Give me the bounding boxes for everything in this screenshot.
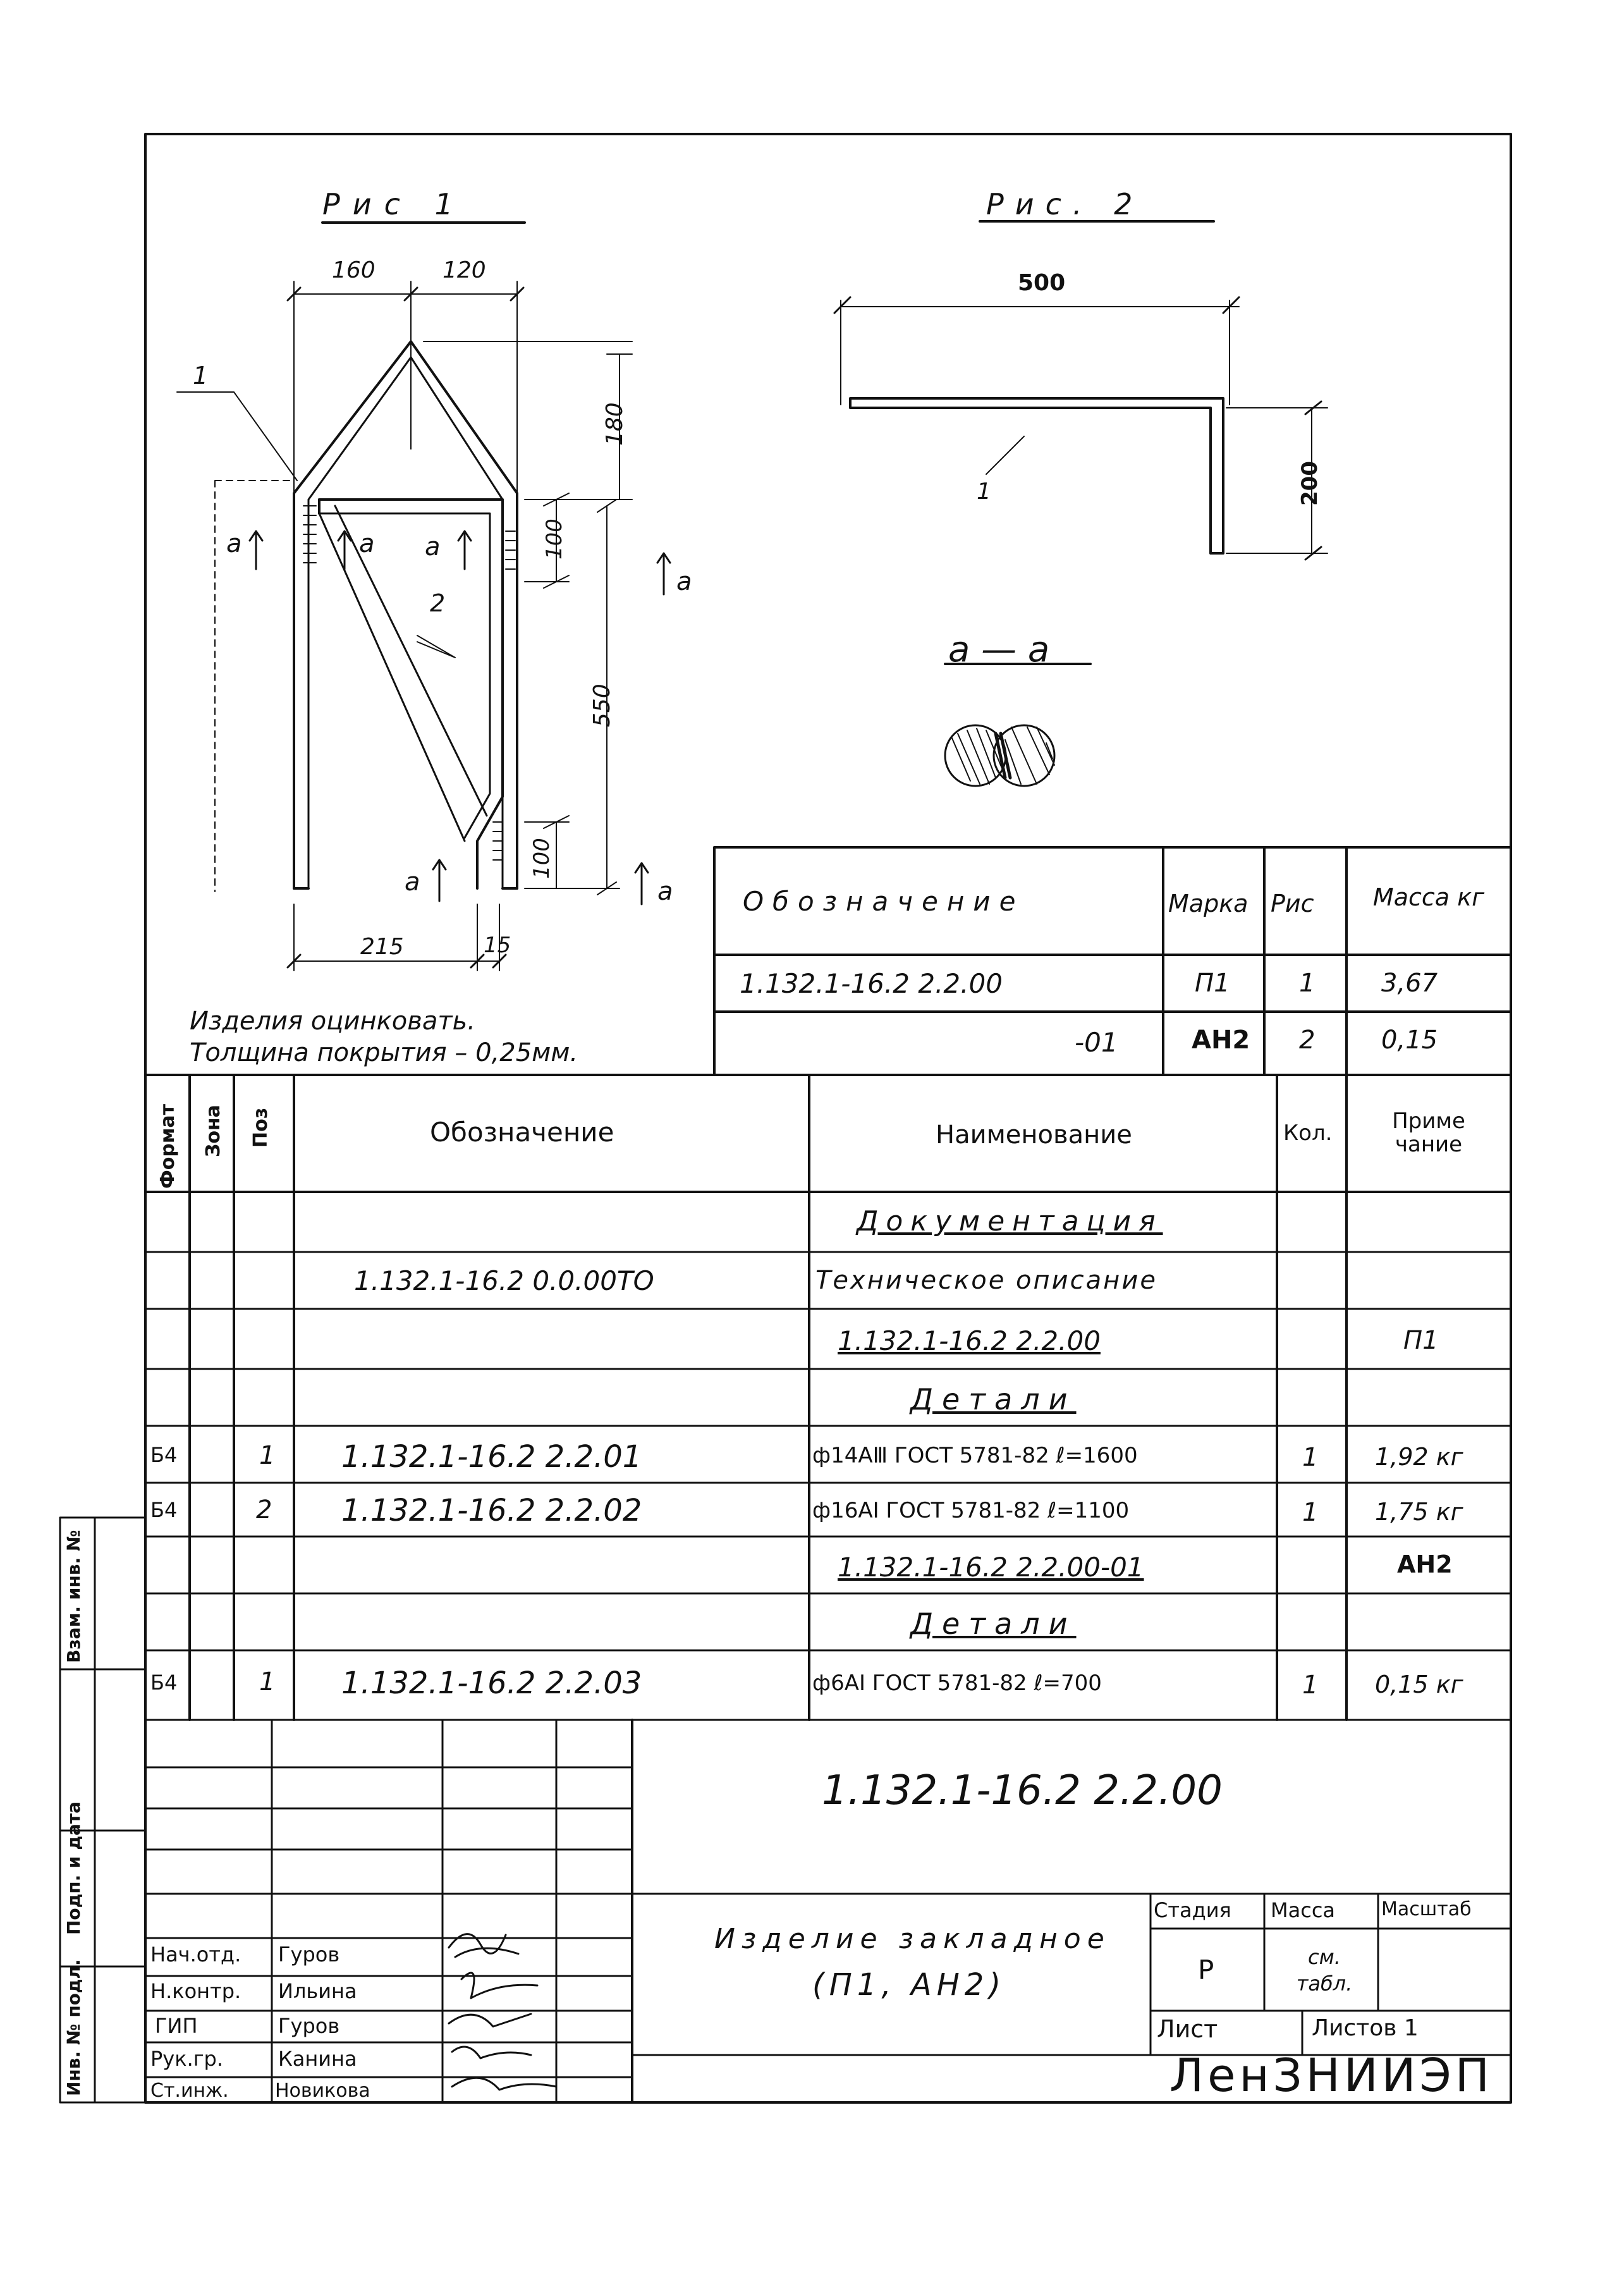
spec-header-zone: Зона [202, 1105, 224, 1157]
marks-row1-mark: П1 [1195, 969, 1230, 998]
signature-4 [452, 2047, 531, 2058]
mass-value: см. табл. [1296, 1945, 1353, 1996]
fig1-pos2-label: 2 [430, 589, 446, 617]
fig1-section-a-3: a [425, 532, 441, 561]
signer-4-name: Канина [278, 2047, 357, 2071]
marks-header-fig: Рис [1271, 890, 1314, 917]
note-line-2: Толщина покрытия – 0,25мм. [190, 1038, 578, 1067]
spec-row-4-name: Детали [910, 1382, 1077, 1416]
spec-row-9-pos: 1 [259, 1667, 276, 1696]
spec-row-9-note: 0,15 кг [1375, 1671, 1463, 1698]
marks-row2-fig: 2 [1299, 1026, 1316, 1055]
side-stamp-sign: Подп. и дата [63, 1801, 84, 1935]
fig1-section-a-2: a [359, 529, 375, 558]
side-stamp-inv: Инв. № подл. [63, 1959, 84, 2096]
doc-code: 1.132.1-16.2 2.2.00 [822, 1767, 1223, 1814]
fig2-dim-length: 500 [1018, 270, 1066, 296]
item-name: Изделие закладное [714, 1923, 1111, 1955]
signer-1-role: Нач.отд. [150, 1942, 241, 1966]
spec-row-6-pos: 2 [256, 1495, 272, 1525]
spec-row-6-designation: 1.132.1-16.2 2.2.02 [341, 1493, 642, 1528]
fig2-drawing [322, 221, 1328, 664]
marks-row2-mark: АН2 [1192, 1026, 1250, 1055]
sheets-label: Листов 1 [1312, 2015, 1419, 2041]
spec-row-6-format: Б4 [150, 1498, 178, 1522]
fig2-dim-height: 200 [1297, 461, 1322, 506]
spec-header-pos: Поз [250, 1107, 272, 1148]
signer-3-role: ГИП [155, 2014, 198, 2038]
spec-row-5-name: ф14АⅢ ГОСТ 5781-82 ℓ=1600 [812, 1443, 1138, 1468]
fig1-section-a-4: a [676, 567, 692, 596]
spec-row-8-name: Детали [910, 1607, 1077, 1641]
stage-value: Р [1198, 1954, 1214, 1985]
marks-row2-designation: -01 [1075, 1027, 1118, 1058]
signer-2-name: Ильина [278, 1979, 357, 2003]
fig1-dim-top-right: 120 [443, 257, 486, 283]
fig1-dim-right-mid: 100 [542, 518, 567, 560]
spec-row-3-name: 1.132.1-16.2 2.2.00 [838, 1325, 1101, 1356]
signer-3-name: Гуров [278, 2014, 340, 2038]
spec-row-6-qty: 1 [1302, 1498, 1319, 1527]
spec-row-5-pos: 1 [259, 1441, 276, 1470]
marks-row1-fig: 1 [1299, 969, 1316, 998]
spec-row-5-format: Б4 [150, 1443, 178, 1467]
fig1-dim-right-top: 180 [602, 402, 628, 446]
fig1-dim-right-low: 100 [529, 838, 554, 879]
spec-row-2-designation: 1.132.1-16.2 0.0.00ТО [354, 1265, 654, 1296]
spec-row-9-name: ф6АⅠ ГОСТ 5781-82 ℓ=700 [812, 1671, 1102, 1696]
fig1-section-a-5: a [405, 868, 420, 897]
marks-header-designation: Обозначение [743, 886, 1025, 917]
side-stamp-replace: Взам. инв. № [63, 1530, 84, 1663]
spec-row-6-note: 1,75 кг [1375, 1498, 1463, 1526]
spec-row-5-qty: 1 [1302, 1443, 1319, 1472]
spec-row-1-name: Документация [857, 1205, 1163, 1237]
fig1-title: Рис 1 [322, 187, 466, 221]
fig1-pos1-label: 1 [193, 362, 209, 390]
fig2-title: Рис. 2 [986, 187, 1144, 221]
fig2-pos1-label: 1 [977, 479, 991, 505]
marks-row1-designation: 1.132.1-16.2 2.2.00 [740, 968, 1003, 999]
signer-5-name: Новикова [275, 2080, 370, 2102]
marks-row2-mass: 0,15 [1381, 1026, 1438, 1055]
marks-header-mark: Марка [1168, 890, 1249, 917]
signer-2-role: Н.контр. [150, 1979, 241, 2003]
marks-row1-mass: 3,67 [1381, 969, 1438, 998]
mass-label: Масса [1271, 1898, 1336, 1922]
spec-table-lines [145, 1075, 1511, 1720]
spec-row-9-designation: 1.132.1-16.2 2.2.03 [341, 1666, 642, 1701]
spec-row-3-note: П1 [1403, 1326, 1439, 1355]
signer-4-role: Рук.гр. [150, 2047, 224, 2071]
fig1-dim-right-main: 550 [589, 684, 615, 727]
spec-header-format: Формат [157, 1104, 179, 1189]
section-aa [945, 725, 1054, 786]
spec-row-7-note: АН2 [1397, 1550, 1453, 1578]
fig1-drawing [177, 281, 670, 971]
spec-row-9-qty: 1 [1302, 1671, 1319, 1700]
spec-row-2-name: Техническое описание [815, 1266, 1157, 1295]
item-sub: (П1, АН2) [812, 1967, 1006, 2003]
fig1-dim-top-left: 160 [332, 257, 375, 283]
signer-1-name: Гуров [278, 1942, 340, 1966]
spec-row-5-designation: 1.132.1-16.2 2.2.01 [341, 1439, 642, 1475]
section-title: a — a [948, 629, 1050, 670]
spec-header-name: Наименование [936, 1120, 1132, 1150]
note-line-1: Изделия оцинковать. [190, 1007, 475, 1036]
fig1-dim-bottom-left: 215 [360, 934, 404, 960]
scale-label: Масштаб [1381, 1898, 1472, 1920]
fig1-section-a-6: a [657, 877, 673, 906]
fig1-dim-bottom-right: 15 [484, 933, 511, 958]
org-name: ЛенЗНИИЭП [1169, 2049, 1493, 2102]
spec-row-7-name: 1.132.1-16.2 2.2.00-01 [838, 1552, 1144, 1583]
spec-row-9-format: Б4 [150, 1671, 178, 1695]
spec-header-note: Приме чание [1392, 1108, 1465, 1158]
spec-row-6-name: ф16АⅠ ГОСТ 5781-82 ℓ=1100 [812, 1498, 1130, 1523]
signature-3 [449, 2014, 531, 2027]
sheet-label: Лист [1157, 2015, 1218, 2043]
marks-header-mass: Масса кг [1372, 883, 1485, 911]
signature-5 [452, 2078, 556, 2090]
stage-label: Стадия [1154, 1898, 1231, 1922]
spec-row-5-note: 1,92 кг [1375, 1443, 1463, 1471]
fig1-section-a-1: a [226, 529, 242, 558]
spec-header-qty: Кол. [1283, 1120, 1333, 1146]
signer-5-role: Ст.инж. [150, 2080, 229, 2102]
spec-header-designation: Обозначение [430, 1117, 614, 1148]
